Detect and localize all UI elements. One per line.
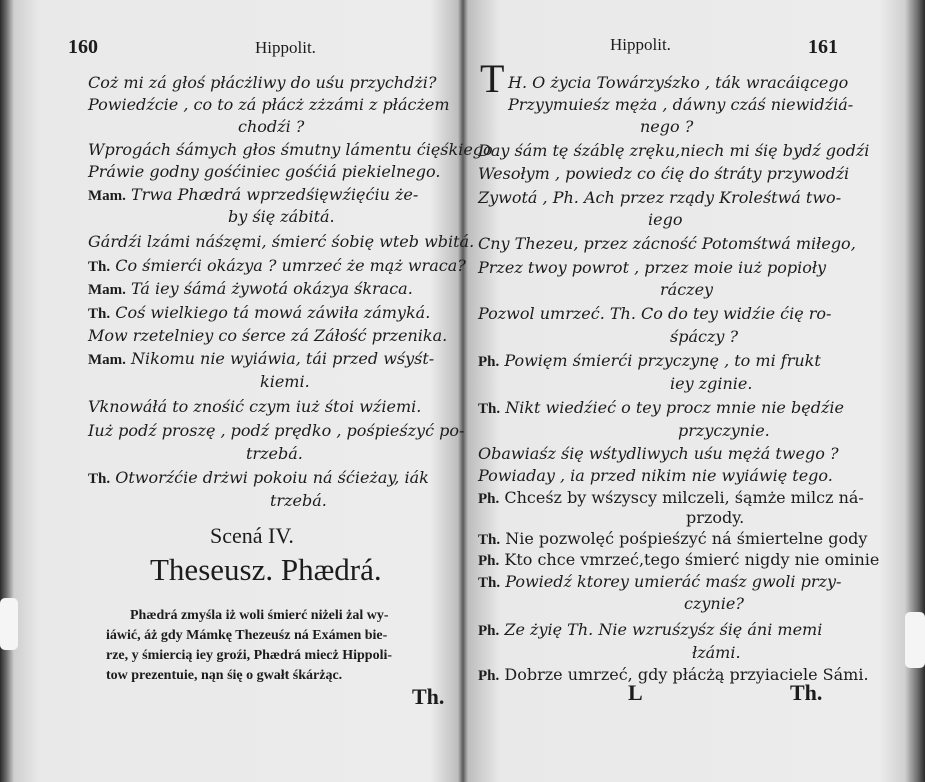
verse-line: Przyymuieśz męża , dáwny czáś niewidźiá- [508, 95, 854, 114]
verse-line: Day śám tę śzáblę zręku,niech mi śię bydź godźi [478, 141, 870, 160]
verse-text: Otworźćie drżwi pokoiu ná śćieżay, iák [115, 468, 429, 487]
verse-line: czynie? [684, 594, 744, 613]
speaker-label: Ph. [478, 553, 500, 569]
verse-line: kiemi. [260, 372, 310, 391]
verse-line: nego ? [640, 117, 694, 136]
verse-line: by śię zábitá. [228, 207, 335, 226]
verse-line: Obawiaśz śię wśtydliwych uśu mężá twego ? [478, 444, 839, 463]
verse-line: Zywotá , Ph. Ach przez rządy Kroleśtwá two- [478, 188, 842, 207]
right-page [470, 20, 906, 762]
running-head: Hippolit. [610, 35, 671, 54]
left-page [20, 20, 493, 762]
verse-line: Gárdźi lzámi náśzęmi, śmierć śobię wteb wbitá. [88, 232, 475, 251]
verse-line: Cny Thezeu, przez zácność Potomśtwá miłego, [478, 234, 856, 253]
verse-line [478, 621, 822, 640]
drop-cap: T [480, 56, 505, 101]
verse-line [478, 551, 879, 570]
page-clip [0, 598, 18, 650]
argument-line: iáwić, áż gdy Mámkę Thezeuśz ná Exámen bie- [106, 628, 388, 643]
verse-line: iey zginie. [670, 374, 753, 393]
catchword: Th. [412, 684, 445, 709]
verse-line: Mow rzetelniey co śerce zá Záłość przenika. [88, 326, 448, 345]
speaker-label: Ph. [478, 623, 500, 639]
speaker-label: Th. [88, 471, 111, 487]
verse-line [88, 469, 429, 488]
verse-line: Práwie godny gośćiniec gośćiá piekielnego. [88, 162, 441, 181]
verse-line: przyczynie. [678, 421, 770, 440]
verse-line [478, 352, 821, 371]
verse-text: Ze żyię Th. Nie wzruśzyśz śię áni memi [504, 620, 823, 639]
verse-line [88, 257, 466, 276]
verse-text: Powięm śmierći przyczynę , to mi frukt [504, 351, 821, 370]
speaker-label: Ph. [478, 354, 500, 370]
verse-text: Coś wielkiego tá mowá záwiła zámyká. [115, 303, 431, 322]
page-clip [905, 612, 925, 668]
verse-line: ráczey [660, 280, 714, 299]
verse-line: trzebá. [270, 491, 327, 510]
verse-line [478, 399, 844, 418]
verse-text: Tá iey śámá żywotá okázya śkraca. [131, 279, 413, 298]
catchword: Th. [790, 680, 823, 705]
verse-text: Trwa Phædrá wprzedśięwźięćiu że- [131, 185, 419, 204]
speaker-label: Ph. [478, 491, 500, 507]
verse-text: Chceśz by wśzyscy milczeli, śąmże milcz ná- [504, 488, 864, 507]
verse-line: łzámi. [692, 643, 741, 662]
verse-text: Nikomu nie wyiáwia, tái przed wśyśt- [131, 349, 435, 368]
verse-line: Vknowáłá to znośić czym iuż śtoi wźiemi. [88, 397, 422, 416]
speaker-label: Th. [88, 306, 111, 322]
speaker-label: Th. [478, 575, 501, 591]
verse-line [88, 304, 430, 323]
verse-text: Nie pozwolęć pośpieśzyć ná śmiertelne gody [505, 529, 868, 548]
verse-line [478, 573, 841, 592]
verse-line: Iuż podź proszę , podź prędko , pośpieśzyć po- [88, 421, 465, 440]
verse-line: trzebá. [246, 444, 303, 463]
speaker-label: Mam. [88, 188, 126, 204]
argument-line: rze, y śmiercią iey groźi, Phædrá miecż Hippoli- [106, 648, 393, 663]
verse-line: śpáczy ? [670, 327, 739, 346]
argument-line: Phædrá zmyśla iż woli śmierć niżeli żal wy- [130, 608, 389, 623]
verse-text: Dobrze umrzeć, gdy płácżą przyiaciele Sámi. [504, 665, 869, 684]
speaker-label: Ph. [478, 668, 500, 684]
running-head: Hippolit. [255, 38, 316, 57]
verse-text: Co śmierći okázya ? umrzeć że mąż wraca? [115, 256, 466, 275]
verse-line [88, 280, 413, 299]
dramatis-personae: Theseusz. Phædrá. [150, 552, 382, 587]
speaker-label: Th. [88, 259, 111, 275]
speaker-label: Th. [478, 532, 501, 548]
speaker-label: Th. [478, 401, 501, 417]
verse-line [478, 489, 864, 508]
verse-line: Coż mi zá głoś płácżliwy do uśu przychdżi? [88, 73, 437, 92]
verse-line: H. O życia Towárzyśzko , ták wracáiącego [508, 73, 849, 92]
verse-line [88, 186, 418, 205]
page-number: 161 [808, 36, 838, 58]
signature-mark: L [628, 680, 643, 705]
verse-line: Wesołym , powiedz co ćię do śtráty przywodźi [478, 164, 850, 183]
verse-line [478, 530, 867, 549]
speaker-label: Mam. [88, 282, 126, 298]
verse-line: chodźi ? [238, 117, 305, 136]
verse-line: Powiaday , ia przed nikim nie wyiáwię tego. [478, 466, 833, 485]
speaker-label: Mam. [88, 352, 126, 368]
verse-text: Nikt wiedźieć o tey procz mnie nie będźie [505, 398, 844, 417]
verse-text: Powiedź ktorey umieráć maśz gwoli przy- [505, 572, 842, 591]
scene-title: Scená IV. [210, 523, 294, 548]
verse-line: Przez twoy powrot , przez moie iuż popioły [478, 258, 827, 277]
verse-line: Powiedźcie , co to zá płácż zżzámi z płácżem [88, 95, 450, 114]
verse-line: iego [648, 210, 683, 229]
verse-line: przody. [686, 508, 745, 527]
argument-line: tow prezentuie, nąn śię o gwałt śkárżąc. [106, 668, 343, 683]
verse-line: Wprogách śámych głos śmutny lámentu ćięśkiego [88, 140, 493, 159]
verse-text: Kto chce vmrzeć,tego śmierć nigdy nie ominie [504, 550, 880, 569]
page-number: 160 [68, 36, 98, 58]
verse-line: Pozwol umrzeć. Th. Co do tey widźie ćię ro- [478, 304, 832, 323]
verse-line [88, 350, 434, 369]
